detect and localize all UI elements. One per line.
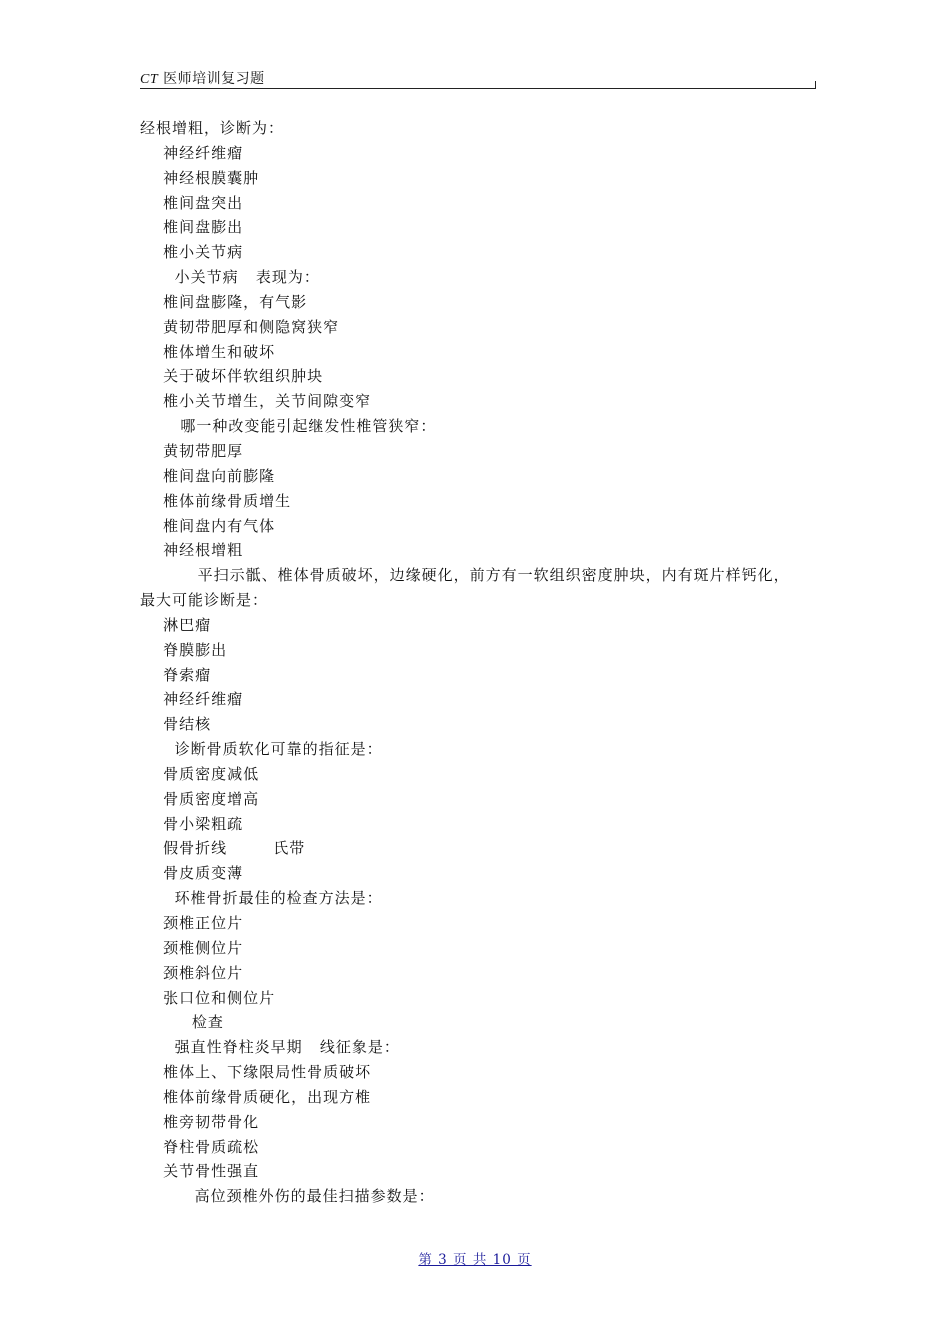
text-line: 最大可能诊断是： [140,591,292,610]
text-line: 骨结核 [140,715,246,734]
text-line: 强直性脊柱炎早期 线征象是： [140,1038,429,1057]
text-line: 诊断骨质软化可靠的指征是： [140,740,412,759]
text-line: 椎体增生和破坏 [140,342,293,361]
page-header [140,66,816,89]
text-line: 颈椎正位片 [140,914,261,932]
header-rule-tick [815,81,816,89]
text-line: 骨小梁粗疏 [140,814,261,833]
text-line: 椎间盘内有气体 [140,516,293,535]
text-line: 假骨折线 氏带 [140,839,329,858]
text-line: 椎小关节病 [140,243,278,262]
page-number: 第 3 页 共 10 页 [418,1252,532,1268]
text-line: 小关节病 表现为： [140,268,349,287]
text-line: 椎间盘向前膨隆 [140,466,293,485]
text-line: 颈椎侧位片 [140,938,261,957]
text-line: 神经根膜囊肿 [140,168,277,187]
text-line: 脊膜膨出 [140,640,245,659]
text-line: 神经根增粗 [140,541,278,560]
text-line: 黄韧带肥厚和侧隐窝狭窄 [140,317,357,336]
text-line: 环椎骨折最佳的检查方法是： [140,889,412,908]
header-title-rest: 医师培训复习题 [158,71,265,87]
text-line: 骨皮质变薄 [140,864,278,883]
text-line: 张口位和侧位片 [140,988,293,1007]
text-line: 关节骨性强直 [140,1162,277,1181]
text-line: 经根增粗，诊断为： [140,119,308,137]
text-line: 黄韧带肥厚 [140,441,261,460]
header-title-prefix: CT [140,72,159,87]
text-line: 骨质密度减低 [140,764,277,783]
text-line: 平扫示骶、椎体骨质破坏，边缘硬化，前方有一软组织密度肿块，内有斑片样钙化， [140,566,790,585]
text-line: 椎间盘膨隆，有气影 [140,292,325,311]
text-line: 高位颈椎外伤的最佳扫描参数是： [160,1187,464,1206]
text-line: 椎间盘膨出 [140,218,261,237]
text-line: 椎体前缘骨质增生 [140,491,309,510]
header-title [140,68,265,88]
text-line: 关于破坏伴软组织肿块 [140,367,341,386]
text-line: 脊柱骨质疏松 [140,1137,277,1156]
text-line: 神经纤维瘤 [140,143,261,162]
text-line: 脊索瘤 [140,665,229,684]
text-line: 椎小关节增生，关节间隙变窄 [140,392,406,411]
text-line: 颈椎斜位片 [140,963,261,982]
text-line: 椎体前缘骨质硬化，出现方椎 [140,1087,377,1106]
text-line: 哪一种改变能引起继发性椎管狭窄： [140,417,454,436]
text-line: 椎旁韧带骨化 [140,1112,277,1131]
text-line: 椎间盘突出 [140,193,261,212]
text-line: 神经纤维瘤 [140,690,261,709]
text-line: 椎体上、下缘限局性骨质破坏 [140,1063,389,1082]
text-line: 淋巴瘤 [140,615,229,634]
question-text [140,116,820,1209]
text-line: 骨质密度增高 [140,789,277,808]
text-line: 检查 [140,1013,259,1032]
page-footer [0,1248,950,1268]
